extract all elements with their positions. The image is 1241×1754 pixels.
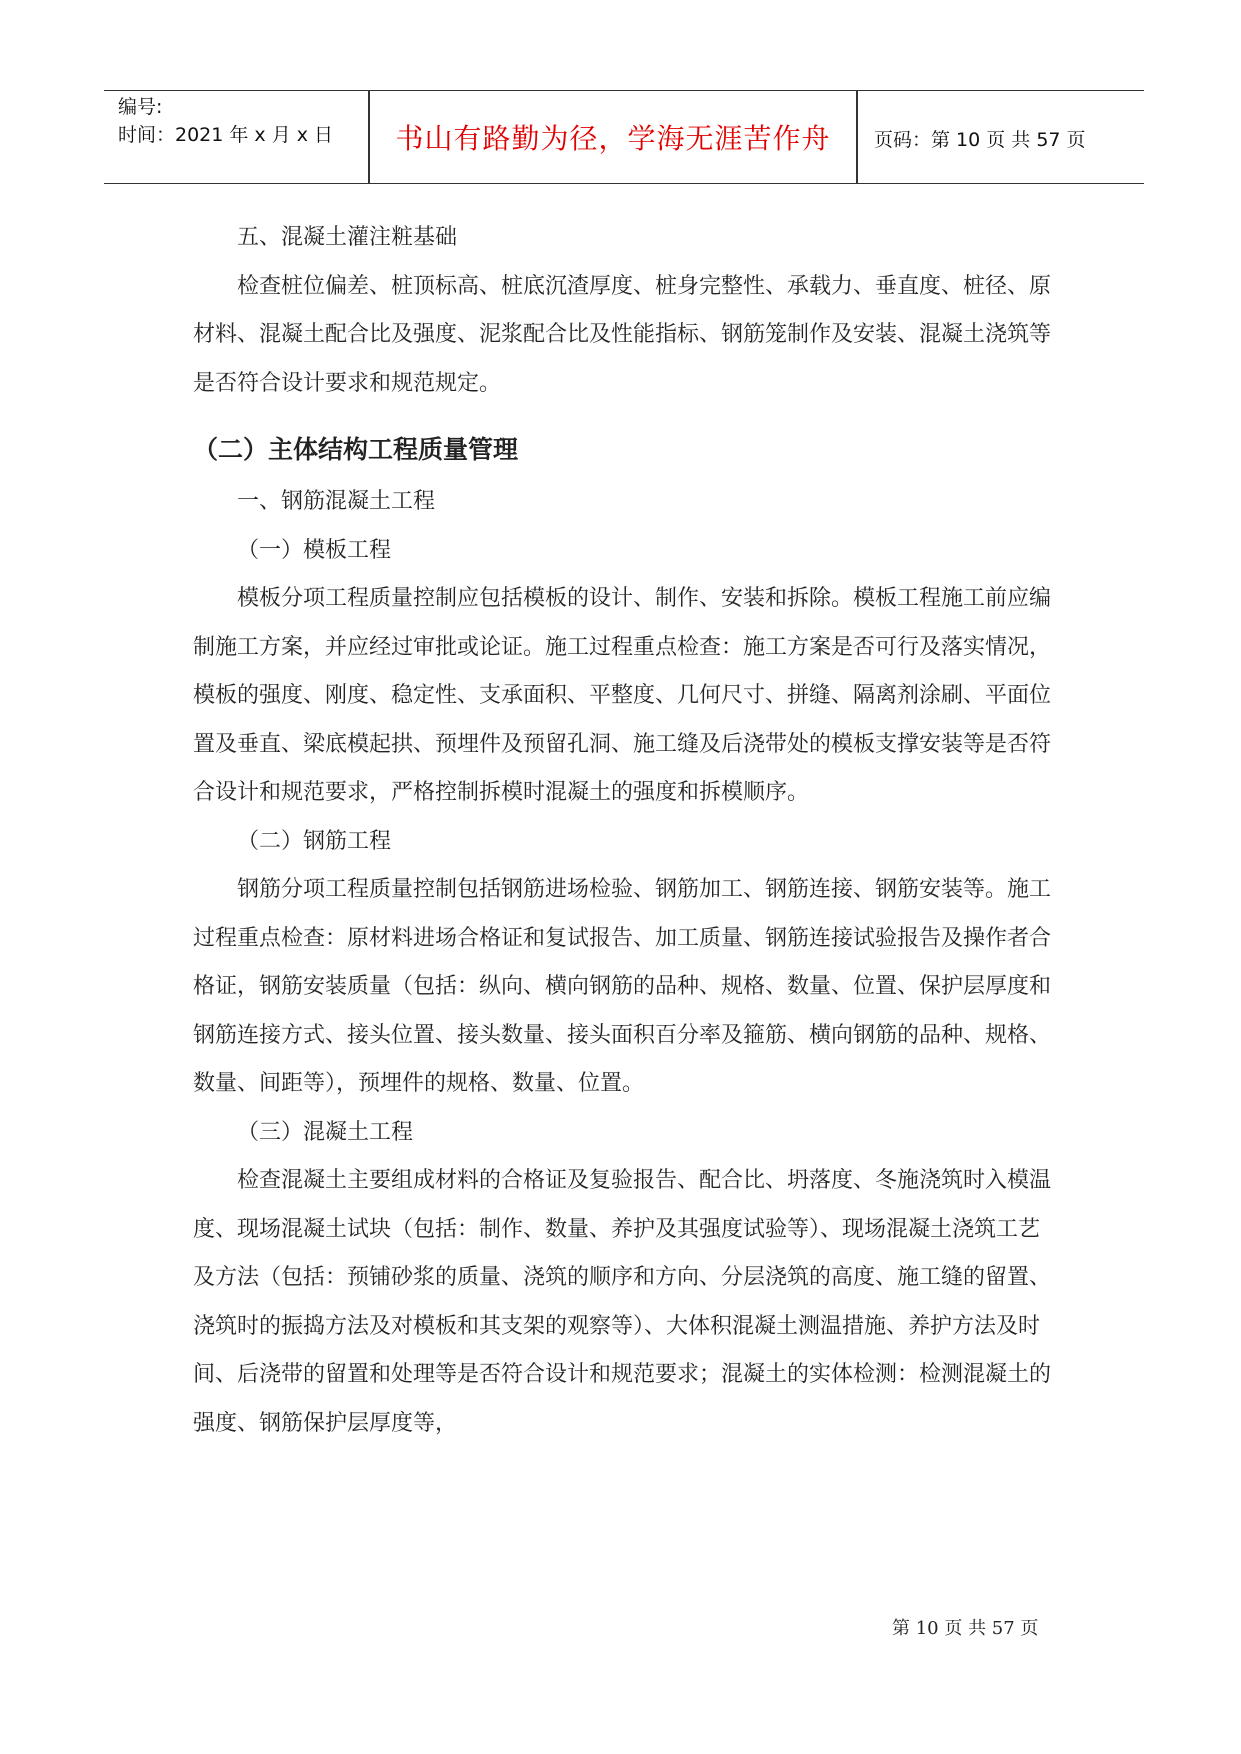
subsection-title: （一）模板工程 xyxy=(237,537,392,563)
subsection-title: （二）钢筋工程 xyxy=(237,828,392,854)
doc-time-label: 时间：2021 年 x 月 x 日 xyxy=(118,124,334,146)
header-motto: 书山有路勤为径，学海无涯苦作舟 xyxy=(395,122,831,155)
page-footer: 第 10 页 共 57 页 xyxy=(892,1618,1039,1639)
chapter-heading: （二）主体结构工程质量管理 xyxy=(193,435,519,464)
subsection-paragraph: 模板分项工程质量控制应包括模板的设计、制作、安装和拆除。模板工程施工前应编 制施工方案，并应经过审批或论证。施工过程重点检查：施工方案是否可行及落实情况， 模板的强度、刚度、稳定性、支承面积、平整度、几何尺寸、拼缝、隔离剂涂刷、平面位 置及垂直、梁底模起拱、预埋件及预留孔洞、施工缝及后浇带处的模板支撑安装等是否符 合设计和规范要求，严格控制拆模时混凝土的强度和拆模顺序。 xyxy=(193,586,1052,805)
header-page-info: 页码：第 10 页 共 57 页 xyxy=(874,129,1086,151)
subsection-paragraph: 钢筋分项工程质量控制包括钢筋进场检验、钢筋加工、钢筋连接、钢筋安装等。施工 过程重点检查：原材料进场合格证和复试报告、加工质量、钢筋连接试验报告及操作者合 格证，钢筋安装质量（包括：纵向、横向钢筋的品种、规格、数量、位置、保护层厚度和 钢筋连接方式、接头位置、接头数量、接头面积百分率及箍筋、横向钢筋的品种、规格、 数量、间距等），预埋件的规格、数量、位置。 xyxy=(193,877,1052,1096)
page-header xyxy=(104,90,1144,184)
section-paragraph: 检查桩位偏差、桩顶标高、桩底沉渣厚度、桩身完整性、承载力、垂直度、桩径、原材料、混凝土配合比及强度、泥浆配合比及性能指标、钢筋笼制作及安装、混凝土浇筑等是否符合设计要求和规范规定。 xyxy=(193,273,1052,396)
header-divider xyxy=(856,91,858,183)
subsection-title: 一、钢筋混凝土工程 xyxy=(237,489,436,514)
doc-number-label: 编号: xyxy=(118,96,163,118)
header-meta xyxy=(118,93,333,149)
document-body xyxy=(193,214,1063,1448)
section-title: 五、混凝土灌注粧基础 xyxy=(237,225,458,250)
subsection-title: （三）混凝土工程 xyxy=(237,1119,414,1145)
subsection-paragraph: 检查混凝土主要组成材料的合格证及复验报告、配合比、坍落度、冬施浇筑时入模温 度、现场混凝土试块（包括：制作、数量、养护及其强度试验等）、现场混凝土浇筑工艺 及方法（包括：预铺砂浆的质量、浇筑的顺序和方向、分层浇筑的高度、施工缝的留置、 浇筑时的振捣方法及对模板和其支架的观察等）、大体积混凝土测温措施、养护方法及时 间、后浇带的留置和处理等是否符合设计和规范要求；混凝土的实体检测：检测混凝土的 强度、钢筋保护层厚度等， xyxy=(193,1168,1052,1436)
